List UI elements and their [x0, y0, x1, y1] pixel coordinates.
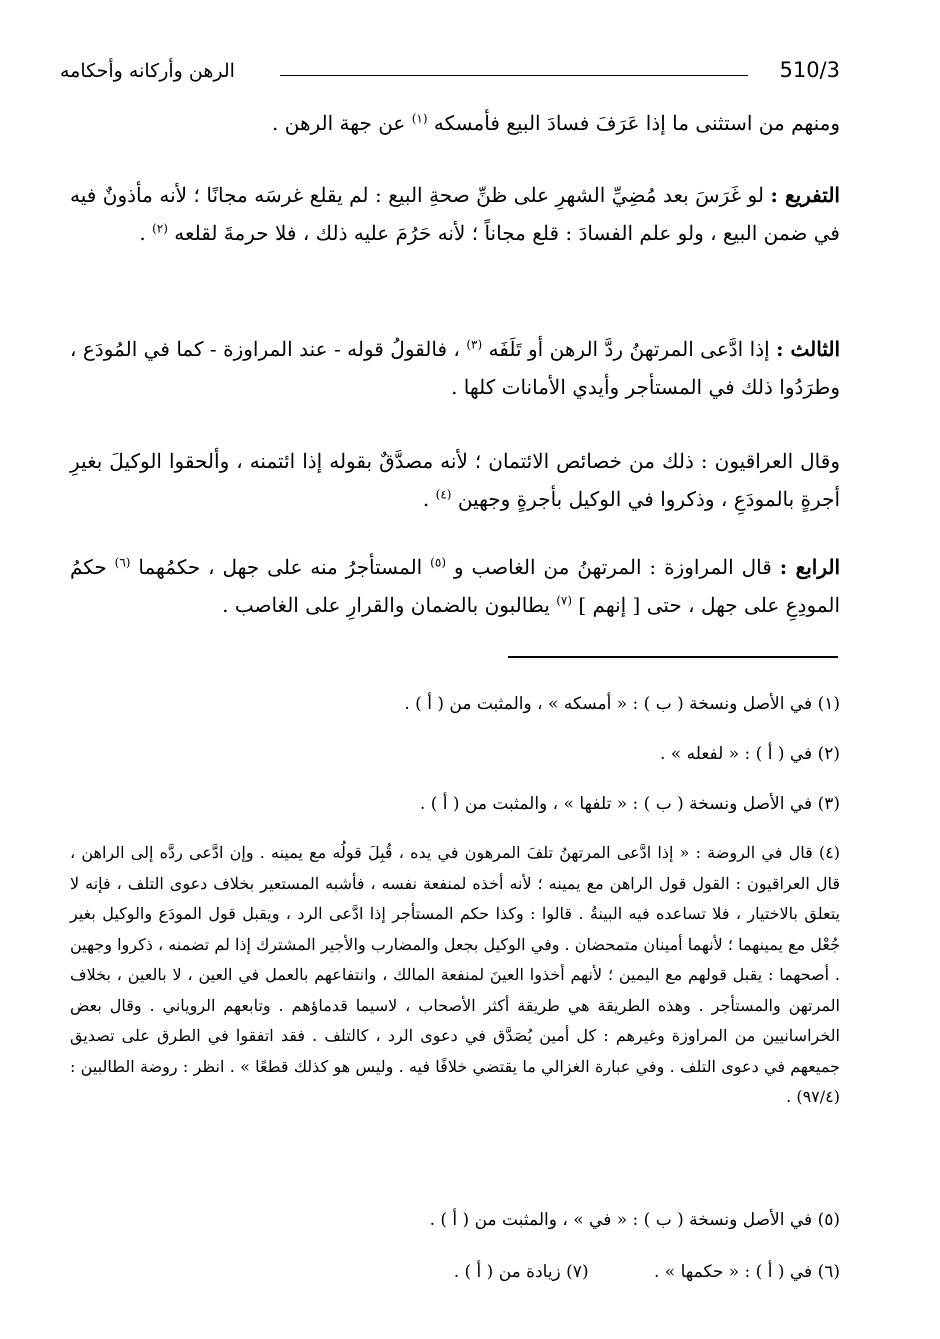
paragraph-text: .	[139, 221, 146, 245]
footnote-ref: (٣)	[466, 337, 483, 352]
footnote-ref: (٢)	[152, 221, 168, 236]
page-number: 510/3	[779, 58, 840, 82]
page-header	[60, 58, 840, 88]
paragraph-text: حكمُ المودِعِ على جهل ، حتى [ إنهم ]	[70, 555, 840, 617]
footnote-ref: (٦)	[114, 555, 131, 570]
paragraph-text: المستأجرُ منه على جهل ، حكمُهما	[138, 555, 423, 579]
paragraph-text: يطالبون بالضمان والقرارِ على الغاصب .	[222, 593, 550, 617]
footnote-ref: (٥)	[430, 555, 446, 570]
running-title: الرهن وأركانه وأحكامه	[60, 60, 235, 82]
footnote-ref: (٧)	[556, 593, 573, 608]
paragraph-text: إذا ادَّعى المرتهنُ ردَّ الرهن أو تَلَفَه	[488, 337, 770, 361]
paragraph-1	[70, 104, 840, 142]
footnote-5: (٥) في الأصل ونسخة ( ب ) : « في » ، والمثبت من ( أ ) .	[429, 1210, 840, 1230]
paragraph-text: وقال العراقيون : ذلك من خصائص الائتمان ؛ لأنه مصدَّقٌ بقوله إذا ائتمنه ، وألحقوا الوكيلَ بغيرِ أجرةٍ بالمودَعِ ، وذكروا في الوكيل بأجرةٍ وجهين	[70, 449, 840, 511]
footnote-7: (٧) زيادة من ( أ ) .	[453, 1262, 589, 1282]
footnote-ref: (٤)	[435, 487, 452, 502]
footnote-separator	[508, 656, 838, 658]
footnote-2: (٢) في ( أ ) : « لفعله » .	[660, 744, 840, 764]
paragraph-tafri	[70, 176, 840, 252]
paragraph-text: .	[422, 487, 430, 511]
paragraph-heading: الثالث :	[776, 337, 841, 361]
footnote-6: (٦) في ( أ ) : « حكمها » .	[653, 1262, 840, 1282]
paragraph-text: عن جهة الرهن .	[272, 111, 406, 135]
paragraph-rabi	[70, 548, 840, 624]
footnote-3: (٣) في الأصل ونسخة ( ب ) : « تلفها » ، والمثبت من ( أ ) .	[419, 794, 840, 814]
paragraph-text: ، فالقولُ قوله - عند المراوزة - كما في المُودَع ، وطرَدُوا ذلك في المستأجر وأيدي الأمانات كلها .	[70, 337, 840, 399]
paragraph-text: لو غَرَسَ بعد مُضِيِّ الشهرِ على ظنِّ صحةِ البيع : لم يقلع غرسَه مجانًا ؛ لأنه مأذونٌ فيه في ضمن البيع ، ولو علم الفسادَ : قلع مجاناً ؛ لأنه حَرُمَ عليه ذلك ، فلا حرمةَ لقلعه	[70, 183, 840, 245]
paragraph-text: قال المراوزة : المرتهنُ من الغاصب و	[453, 555, 772, 579]
footnote-row-6-7	[70, 1256, 840, 1288]
paragraph-heading: الرابع :	[779, 555, 841, 579]
footnote-ref: (١)	[411, 111, 428, 126]
footnote-4: (٤) قال في الروضة : « إذا ادَّعى المرتهنُ تلفَ المرهون في يده ، قُبِلَ قولُه مع يمينه . وإن ادَّعى ردَّه إلى الراهن ، قال العراقيون : القول قول الراهن مع يمينه ؛ لأنه أخذه لمنفعة نفسه ، فأشبه المستعير بخلاف دعوى التلف ، فإنه لا يتعلق بالاختيار ، فلا تساعده فيه البينةُ . قالوا : وكذا حكم المستأجر إذا ادَّعى الرد ، ويقبل قول المودَع والوكيل بغير جُعْل مع يمينهما ؛ لأنهما أمينان متمحضان . وفي الوكيل بجعل والمضارب والأجير المشترك إذا لم تضمنه ، ذكروا وجهين . أصحهما : يقبل قولهم مع اليمين ؛ لأنهم أخذوا العينَ لمنفعة المالك ، وانتفاعهم بالعمل في العين ، لا بالعين ، بخلاف المرتهن والمستأجر . وهذه الطريقة هي طريقة أكثر الأصحاب ، لاسيما قدماؤهم . وتابعهم الروياني . وقال بعض الخراسانيين من المراوزة وغيرهم : كل أمين يُصَدَّق في دعوى الرد ، كالتلف . فقد اتفقوا في الطرق على تصديق جميعهم في دعوى التلف . وفي عبارة الغزالي ما يقتضي خلافًا فيه . وليس هو كذلك قطعًا » . انظر : روضة الطالبين : (٩٧/٤) .	[70, 843, 841, 1106]
footnote-1: (١) في الأصل ونسخة ( ب ) : « أمسكه » ، والمثبت من ( أ ) .	[404, 694, 840, 714]
paragraph-iraqiyun	[70, 442, 840, 518]
paragraph-heading: التفريع :	[770, 183, 840, 207]
header-rule	[280, 75, 748, 76]
paragraph-thalith	[70, 330, 840, 406]
paragraph-text: ومنهم من استثنى ما إذا عَرَفَ فسادَ البيع فأمسكه	[433, 111, 840, 135]
